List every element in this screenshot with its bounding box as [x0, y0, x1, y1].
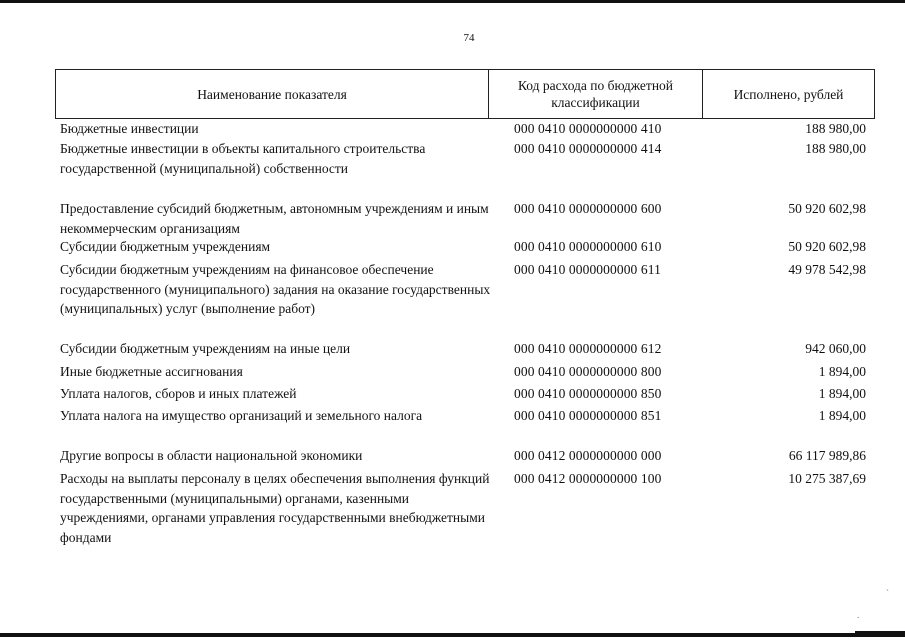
row-code: 000 0410 0000000000 800 — [514, 364, 662, 379]
row-name: Уплата налогов, сборов и иных платежей — [60, 386, 297, 401]
row-amount: 942 060,00 — [805, 341, 866, 356]
row-amount: 50 920 602,98 — [788, 239, 866, 254]
header-budget-code: Код расхода по бюджетной классификации — [488, 70, 702, 118]
row-amount: 1 894,00 — [818, 364, 866, 379]
row-amount: 50 920 602,98 — [788, 201, 866, 216]
row-code: 000 0410 0000000000 410 — [514, 121, 662, 136]
row-name: Предоставление субсидий бюджетным, автономным учреждениям и иным некоммерческим организациям — [60, 201, 489, 236]
row-code: 000 0412 0000000000 000 — [514, 448, 662, 463]
row-code: 000 0410 0000000000 610 — [514, 239, 662, 254]
scan-top-edge — [0, 0, 905, 3]
row-code: 000 0412 0000000000 100 — [514, 471, 662, 486]
scan-bottom-edge-right — [855, 631, 905, 637]
row-amount: 66 117 989,86 — [788, 448, 866, 463]
row-code: 000 0410 0000000000 851 — [514, 408, 662, 423]
row-code: 000 0410 0000000000 600 — [514, 201, 662, 216]
row-name: Расходы на выплаты персоналу в целях обеспечения выполнения функций государственными (муниципальными) органами, казенными учреждениями, органами управления государственными внебюджетными фондами — [60, 471, 490, 545]
row-amount: 1 894,00 — [818, 386, 866, 401]
row-name: Уплата налога на имущество организаций и земельного налога — [60, 408, 423, 423]
table-header — [55, 69, 875, 119]
page-number: 74 — [463, 32, 475, 44]
row-name: Иные бюджетные ассигнования — [60, 364, 243, 379]
row-name: Бюджетные инвестиции — [60, 121, 199, 136]
row-code: 000 0410 0000000000 850 — [514, 386, 662, 401]
row-code: 000 0410 0000000000 414 — [514, 141, 662, 156]
row-amount: 49 978 542,98 — [788, 262, 866, 277]
header-executed-amount: Исполнено, рублей — [702, 70, 874, 118]
row-name: Бюджетные инвестиции в объекты капитального строительства государственной (муниципальной) собственности — [60, 141, 426, 176]
row-name: Субсидии бюджетным учреждениям — [60, 239, 271, 254]
header-indicator-name: Наименование показателя — [197, 86, 347, 102]
row-code: 000 0410 0000000000 611 — [514, 262, 661, 277]
scan-speck: ` — [886, 588, 889, 598]
row-code: 000 0410 0000000000 612 — [514, 341, 662, 356]
row-amount: 10 275 387,69 — [788, 471, 866, 486]
row-amount: 1 894,00 — [818, 408, 866, 423]
row-amount: 188 980,00 — [805, 121, 866, 136]
row-name: Другие вопросы в области национальной экономики — [60, 448, 363, 463]
row-name: Субсидии бюджетным учреждениям на финансовое обеспечение государственного (муниципального) задания на оказание государственных (муниципальных) услуг (выполнение работ) — [60, 262, 491, 316]
row-name: Субсидии бюджетным учреждениям на иные цели — [60, 341, 351, 356]
row-amount: 188 980,00 — [805, 141, 866, 156]
scan-bottom-edge — [0, 633, 905, 637]
scan-speck: . — [857, 610, 860, 620]
